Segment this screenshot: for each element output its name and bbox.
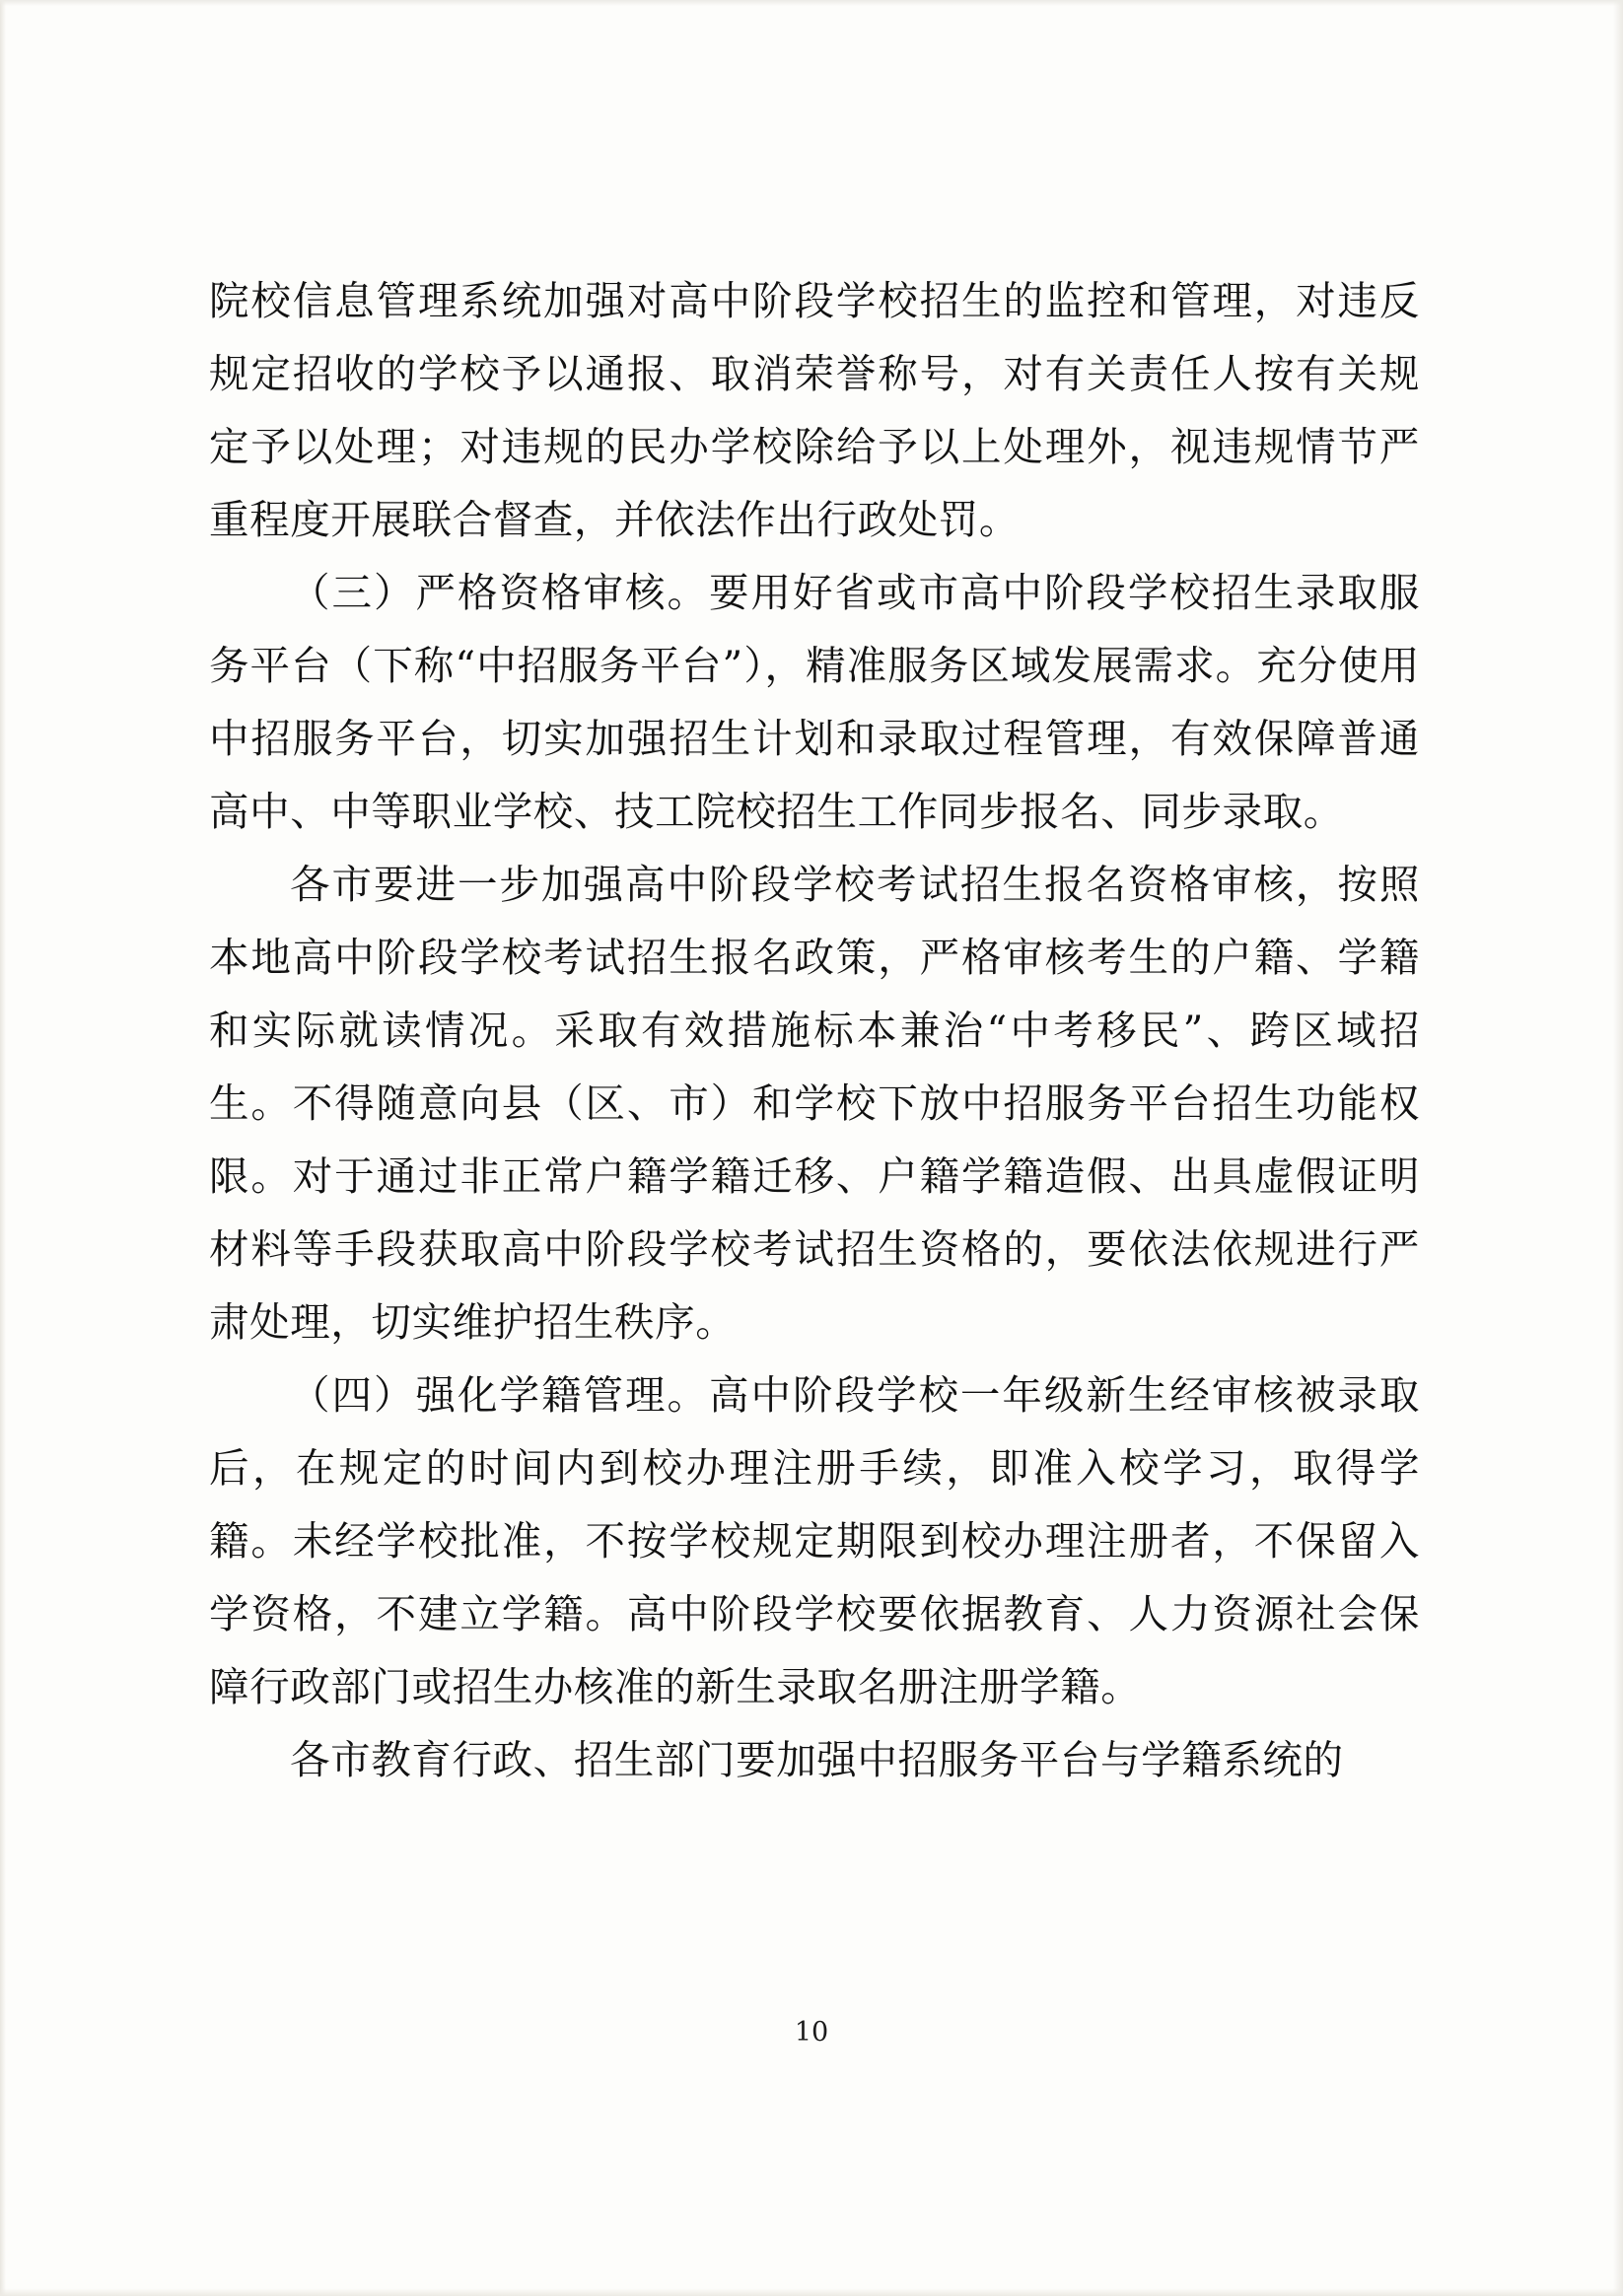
paragraph: 各市教育行政、招生部门要加强中招服务平台与学籍系统的: [290, 1736, 1344, 1783]
page-edge-right: [1613, 0, 1623, 2296]
paragraph: 院校信息管理系统加强对高中阶段学校招生的监控和管理，对违反规定招收的学校予以通报、取消荣誉称号，对有关责任人按有关规定予以处理；对违规的民办学校除给予以上处理外，视违规情节严重程度开展联合督查，并依法作出行政处罚。: [209, 277, 1420, 543]
paragraph: 各市要进一步加强高中阶段学校考试招生报名资格审核，按照本地高中阶段学校考试招生报名政策，严格审核考生的户籍、学籍和实际就读情况。采取有效措施标本兼治“中考移民”、跨区域招生。不得随意向县（区、市）和学校下放中招服务平台招生功能权限。对于通过非正常户籍学籍迁移、户籍学籍造假、出具虚假证明材料等手段获取高中阶段学校考试招生资格的，要依法依规进行严肃处理，切实维护招生秩序。: [209, 861, 1420, 1346]
document-body: [209, 264, 1420, 1796]
page-number: 10: [794, 2017, 829, 2048]
page-edge-left: [0, 0, 6, 2296]
paragraph: （四）强化学籍管理。高中阶段学校一年级新生经审核被录取后，在规定的时间内到校办理注册手续，即准入校学习，取得学籍。未经学校批准，不按学校规定期限到校办理注册者，不保留入学资格，不建立学籍。高中阶段学校要依据教育、人力资源社会保障行政部门或招生办核准的新生录取名册注册学籍。: [209, 1371, 1420, 1710]
page-content: [209, 264, 1420, 1796]
page-edge-bottom: [0, 2288, 1623, 2296]
paragraph: （三）严格资格审核。要用好省或市高中阶段学校招生录取服务平台（下称“中招服务平台”），精准服务区域发展需求。充分使用中招服务平台，切实加强招生计划和录取过程管理，有效保障普通高中、中等职业学校、技工院校招生工作同步报名、同步录取。: [209, 569, 1420, 835]
page-edge-top: [0, 0, 1623, 6]
